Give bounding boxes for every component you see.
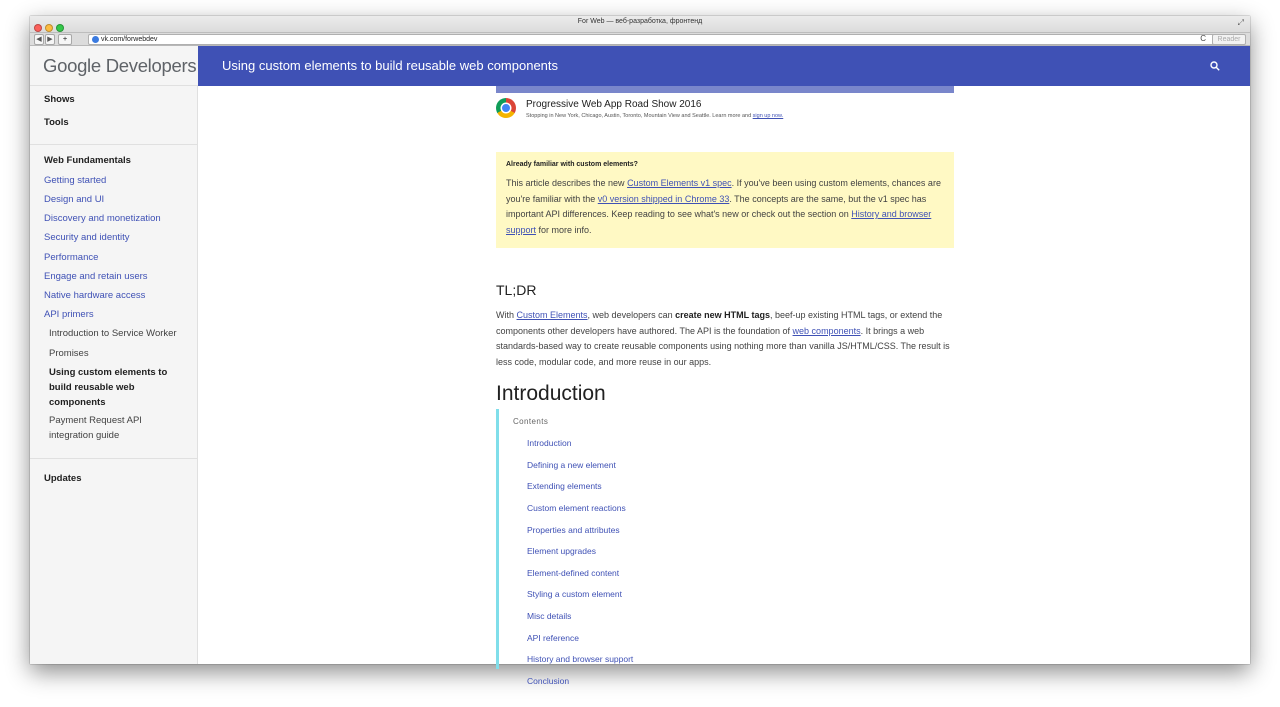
toc-item[interactable]: Element-defined content <box>527 568 620 578</box>
search-icon[interactable] <box>1210 61 1220 71</box>
sidebar-item-updates[interactable]: Updates <box>44 473 82 484</box>
brand-logo[interactable]: Google Developers <box>30 46 198 86</box>
back-button[interactable]: ◀ <box>34 34 44 45</box>
sidebar-nav <box>30 86 198 664</box>
toc-item[interactable]: Conclusion <box>527 676 570 686</box>
custom-elements-link[interactable]: Custom Elements <box>516 310 588 320</box>
address-text: vk.com/forwebdev <box>101 36 158 43</box>
toc-item[interactable]: Properties and attributes <box>527 525 620 535</box>
sidebar-item-performance[interactable]: Performance <box>44 252 99 263</box>
v0-chrome-link[interactable]: v0 version shipped in Chrome 33 <box>597 193 730 204</box>
toc-item[interactable]: Extending elements <box>527 481 602 491</box>
sidebar-item-custom-elements[interactable]: Using custom elements to build reusable web components <box>49 367 168 408</box>
site-header <box>30 46 1250 86</box>
address-bar[interactable] <box>88 34 1224 45</box>
banner-subtitle-text: Stopping in New York, Chicago, Austin, Toronto, Mountain View and Seattle. Learn more and <box>526 113 752 119</box>
toc-item[interactable]: Defining a new element <box>527 460 616 470</box>
tldr-heading: TL;DR <box>496 282 537 298</box>
close-window-button[interactable] <box>34 24 42 32</box>
zoom-window-button[interactable] <box>56 24 64 32</box>
para-bold: create new HTML tags <box>675 310 770 320</box>
para-text: . It brings a web standards-based way to create reusable components using nothing more than vanilla JS/HTML/CSS. The result is less code, modular code, and more reuse in our apps. <box>496 325 950 367</box>
web-components-link[interactable]: web components <box>792 325 861 336</box>
sidebar-item-design[interactable]: Design and UI <box>44 194 105 205</box>
table-of-contents <box>496 409 957 686</box>
note-text: . The concepts are the same, but the v1 spec has important API differences. Keep reading to see what's new or check out the section on <box>506 193 927 219</box>
familiar-note-box <box>496 152 954 248</box>
article-content <box>198 86 1250 686</box>
toc-heading: Contents <box>513 417 549 426</box>
toc-item[interactable]: API reference <box>527 633 579 643</box>
note-text: for more info. <box>536 224 592 235</box>
sidebar-divider <box>30 144 198 145</box>
sidebar-section-title[interactable]: Web Fundamentals <box>44 155 131 166</box>
reload-icon[interactable]: C <box>1200 34 1206 43</box>
note-text: . If you've been using custom elements, chances are you're familiar with the <box>506 178 941 204</box>
banner-subtitle <box>526 113 783 119</box>
toc-item[interactable]: Custom element reactions <box>527 503 626 513</box>
toc-item[interactable]: Misc details <box>527 611 572 621</box>
sidebar-item-service-worker[interactable]: Introduction to Service Worker <box>49 328 177 339</box>
toc-item[interactable]: History and browser support <box>527 654 634 664</box>
sidebar-item-hardware[interactable]: Native hardware access <box>44 290 146 301</box>
sidebar-item-security[interactable]: Security and identity <box>44 232 130 243</box>
sidebar-divider <box>30 458 198 459</box>
sidebar-item-promises[interactable]: Promises <box>49 348 89 359</box>
window-title: For Web — веб-разработка, фронтенд <box>577 18 703 25</box>
browser-window <box>30 16 1250 686</box>
custom-elements-v1-link[interactable]: Custom Elements v1 spec <box>627 178 732 188</box>
toc-item[interactable]: Introduction <box>527 438 572 448</box>
history-support-link[interactable]: History and browser support <box>506 209 932 235</box>
minimize-window-button[interactable] <box>45 24 53 32</box>
reader-button[interactable]: Reader <box>1212 34 1246 45</box>
sidebar-item-getting-started[interactable]: Getting started <box>44 175 107 186</box>
sidebar-item-payment-request[interactable]: Payment Request API integration guide <box>49 415 142 441</box>
para-text: , beef-up existing HTML tags, or extend the components other developers have authored. The API is the foundation of <box>496 310 943 336</box>
note-body <box>506 176 944 238</box>
toc-item[interactable]: Styling a custom element <box>527 589 622 599</box>
chrome-logo-icon <box>496 98 516 118</box>
page-title: Using custom elements to build reusable web components <box>222 58 559 73</box>
browser-toolbar <box>30 33 1250 46</box>
forward-button[interactable]: ▶ <box>45 34 55 45</box>
sidebar-item-engage[interactable]: Engage and retain users <box>44 271 148 282</box>
new-tab-button[interactable]: + <box>58 34 72 45</box>
banner-title: Progressive Web App Road Show 2016 <box>526 99 702 110</box>
banner-top-strip <box>496 86 954 93</box>
sidebar-item-tools[interactable]: Tools <box>44 117 69 128</box>
note-text: This article describes the new <box>506 178 628 188</box>
para-text: With <box>496 310 517 320</box>
introduction-heading: Introduction <box>496 382 606 405</box>
globe-icon <box>92 36 99 43</box>
note-title: Already familiar with custom elements? <box>506 161 638 168</box>
tldr-paragraph <box>496 308 954 370</box>
toc-item[interactable]: Element upgrades <box>527 546 596 556</box>
sign-up-link[interactable]: sign up now. <box>752 113 784 119</box>
fullscreen-icon[interactable]: ⤢ <box>1237 18 1244 27</box>
sidebar-item-api-primers[interactable]: API primers <box>44 309 94 320</box>
sidebar-item-discovery[interactable]: Discovery and monetization <box>44 213 161 224</box>
sidebar-item-shows[interactable]: Shows <box>44 94 75 105</box>
para-text: , web developers can <box>587 310 676 320</box>
title-bar <box>30 16 1250 33</box>
